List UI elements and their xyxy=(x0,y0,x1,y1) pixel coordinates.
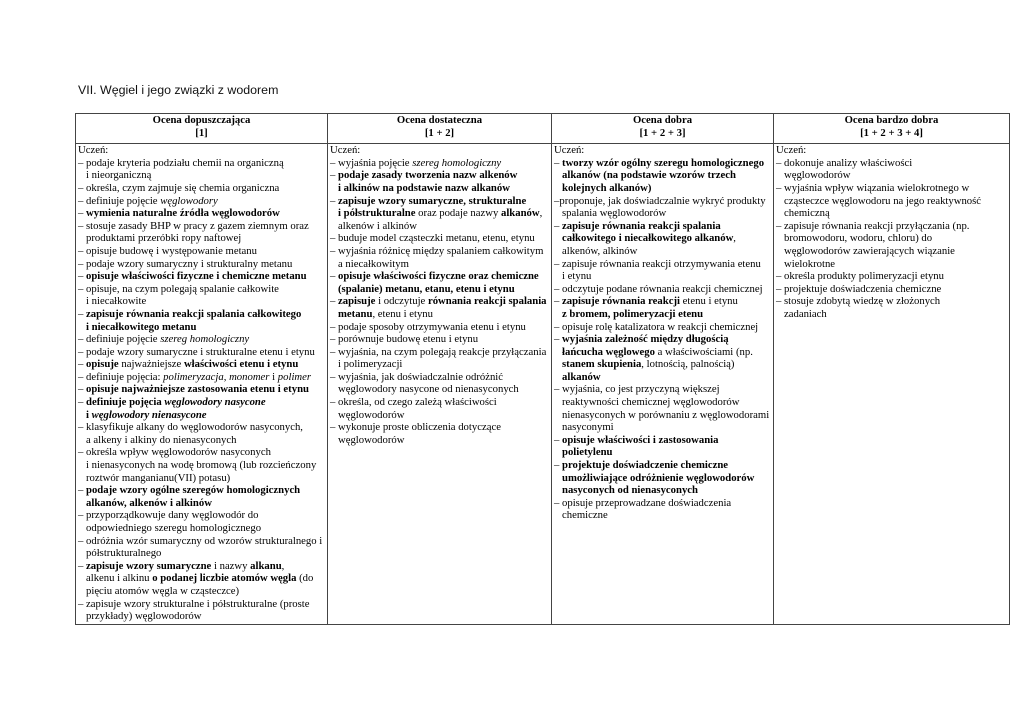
criteria-line xyxy=(554,484,771,497)
criteria-text: – podaje wzory sumaryczne i strukturalne etenu i etynu xyxy=(78,345,315,358)
criteria-line xyxy=(554,396,771,409)
criteria-text: węglowodorów xyxy=(338,408,405,421)
criteria-text: alkanów xyxy=(500,207,540,220)
criteria-text: monomer xyxy=(229,370,270,383)
criteria-text: oraz podaje nazwy xyxy=(415,207,501,220)
criteria-line xyxy=(554,182,771,195)
criteria-line xyxy=(554,459,771,472)
criteria-text: i odczytuje xyxy=(375,295,428,308)
grade-header xyxy=(552,114,774,144)
student-label: Uczeń: xyxy=(330,144,361,157)
student-label: Uczeń: xyxy=(776,144,807,157)
criteria-line xyxy=(554,446,771,459)
criteria-text: opisuje xyxy=(86,358,119,371)
criteria-line xyxy=(78,598,325,611)
criteria-text: podaje zasady tworzenia nazw alkenów xyxy=(338,169,518,182)
criteria-text: o podanej liczbie atomów węgla xyxy=(152,572,297,585)
criteria-line xyxy=(78,157,325,170)
criteria-line xyxy=(554,358,771,371)
criteria-line xyxy=(554,308,771,321)
criteria-text: i etynu xyxy=(562,270,592,283)
criteria-list xyxy=(78,157,325,623)
criteria-text: – buduje model cząsteczki metanu, etenu, etynu xyxy=(330,232,535,245)
criteria-text: – klasyfikuje alkany do węglowodorów nasyconych, xyxy=(78,421,303,434)
criteria-line xyxy=(776,245,1007,258)
criteria-line xyxy=(554,283,771,296)
criteria-cell xyxy=(552,144,774,625)
criteria-text: definiuje pojęcia xyxy=(86,396,165,409)
criteria-text: całkowitego i niecałkowitego alkanów xyxy=(562,232,734,245)
criteria-text: chemiczną xyxy=(784,207,830,220)
criteria-line xyxy=(330,157,549,170)
criteria-text: – xyxy=(78,383,87,396)
criteria-text: zapisuje xyxy=(338,295,376,308)
criteria-text: opisuje właściwości fizyczne oraz chemiczne xyxy=(338,270,539,283)
criteria-text: – definiuje pojęcie xyxy=(78,194,161,207)
criteria-text: polietylenu xyxy=(562,446,613,459)
criteria-text: z bromem, polimeryzacji etenu xyxy=(562,307,704,320)
criteria-line xyxy=(78,610,325,623)
criteria-line xyxy=(78,522,325,535)
criteria-cell xyxy=(76,144,328,625)
criteria-line xyxy=(554,333,771,346)
criteria-line xyxy=(776,207,1007,220)
criteria-text: wielokrotne xyxy=(784,257,836,270)
criteria-text: – określa, czym zajmuje się chemia organiczna xyxy=(78,181,280,194)
criteria-text: – opisuje przeprowadzane doświadczenia xyxy=(554,496,732,509)
criteria-text: zapisuje wzory sumaryczne xyxy=(86,559,212,572)
criteria-line xyxy=(78,446,325,459)
criteria-text: – xyxy=(554,433,563,446)
criteria-line xyxy=(554,295,771,308)
criteria-line xyxy=(78,585,325,598)
criteria-text: i niecałkowite xyxy=(86,295,147,308)
criteria-text: i xyxy=(269,370,278,383)
criteria-line xyxy=(330,434,549,447)
criteria-line xyxy=(554,157,771,170)
criteria-line xyxy=(776,308,1007,321)
criteria-line xyxy=(330,371,549,384)
criteria-line xyxy=(554,321,771,334)
criteria-line xyxy=(776,157,1007,170)
criteria-line xyxy=(78,472,325,485)
criteria-line xyxy=(554,472,771,485)
criteria-text: – xyxy=(78,207,87,220)
grade-header xyxy=(774,114,1010,144)
criteria-text: – xyxy=(78,559,87,572)
criteria-text: zapisuje równania reakcji spalania całkowitego xyxy=(86,307,302,320)
criteria-line xyxy=(330,333,549,346)
criteria-line xyxy=(78,497,325,510)
criteria-text: – odczytuje podane równania reakcji chemicznej xyxy=(554,282,763,295)
criteria-line xyxy=(330,283,549,296)
criteria-text: – xyxy=(78,358,87,371)
criteria-line xyxy=(78,283,325,296)
criteria-line xyxy=(78,232,325,245)
criteria-text: i półstrukturalne xyxy=(338,207,416,220)
criteria-text: i niecałkowitego metanu xyxy=(86,320,197,333)
criteria-text: – definiuje pojęcie xyxy=(78,333,161,346)
criteria-text: – xyxy=(78,307,87,320)
criteria-text: opisuje najważniejsze zastosowania etenu i etynu xyxy=(86,383,309,396)
criteria-text: najważniejsze xyxy=(118,358,184,371)
criteria-text: i xyxy=(86,408,92,421)
criteria-line xyxy=(554,258,771,271)
criteria-line xyxy=(78,358,325,371)
criteria-text: – wyjaśnia, co jest przyczyną większej xyxy=(554,383,720,396)
criteria-line xyxy=(78,321,325,334)
criteria-line xyxy=(330,232,549,245)
criteria-text: węglowodory nasycone od nienasyconych xyxy=(338,383,519,396)
criteria-text: węglowodory xyxy=(160,194,218,207)
criteria-text: wyjaśnia zależność między długością xyxy=(562,333,729,346)
criteria-line xyxy=(78,169,325,182)
criteria-text: – podaje sposoby otrzymywania etenu i etynu xyxy=(330,320,526,333)
grade-name: Ocena bardzo dobra xyxy=(844,114,939,126)
criteria-text: , xyxy=(223,370,230,383)
criteria-text: stanem skupienia xyxy=(562,358,642,371)
criteria-line xyxy=(78,333,325,346)
criteria-line xyxy=(330,409,549,422)
criteria-line xyxy=(330,270,549,283)
criteria-line xyxy=(554,169,771,182)
criteria-text: szereg homologiczny xyxy=(160,333,250,346)
criteria-text: nasyconymi xyxy=(562,421,614,434)
criteria-text: – określa, od czego zależą właściwości xyxy=(330,396,497,409)
criteria-line xyxy=(776,232,1007,245)
criteria-line xyxy=(78,295,325,308)
criteria-text: węglowodorów zawierających wiązanie xyxy=(784,244,955,257)
criteria-list xyxy=(776,157,1007,321)
criteria-text: a niecałkowitym xyxy=(338,257,409,270)
criteria-text: tworzy wzór ogólny szeregu homologicznego xyxy=(562,156,765,169)
criteria-line xyxy=(78,258,325,271)
criteria-line xyxy=(78,484,325,497)
criteria-text: opisuje właściwości i zastosowania xyxy=(562,433,719,446)
criteria-line xyxy=(78,421,325,434)
student-label: Uczeń: xyxy=(554,144,585,157)
criteria-text: zapisuje wzory sumaryczne, strukturalne xyxy=(338,194,527,207)
criteria-text: węglowodorów xyxy=(338,433,405,446)
criteria-line xyxy=(78,409,325,422)
criteria-line xyxy=(554,509,771,522)
criteria-line xyxy=(330,169,549,182)
criteria-text: , lotnością, palnością) xyxy=(641,358,735,371)
criteria-text: – zapisuje wzory strukturalne i półstrukturalne (proste xyxy=(78,597,310,610)
criteria-list xyxy=(330,157,549,447)
criteria-text: , xyxy=(539,207,543,220)
criteria-text: – projektuje doświadczenia chemiczne xyxy=(776,282,942,295)
criteria-text: zapisuje równania reakcji xyxy=(562,295,680,308)
criteria-text: umożliwiające odróżnienie węglowodorów xyxy=(562,471,755,484)
criteria-cell xyxy=(328,144,552,625)
criteria-text: – xyxy=(78,484,87,497)
criteria-text: – dokonuje analizy właściwości xyxy=(776,156,913,169)
criteria-text: i alkinów na podstawie nazw alkanów xyxy=(338,181,510,194)
criteria-text: właściwości etenu i etynu xyxy=(183,358,299,371)
criteria-text: węglowodory nasycone xyxy=(164,396,266,409)
criteria-line xyxy=(776,295,1007,308)
criteria-text: –proponuje, jak doświadczalnie wykryć produkty xyxy=(554,194,766,207)
page-title: VII. Węgiel i jego związki z wodorem xyxy=(78,83,279,97)
criteria-line xyxy=(78,383,325,396)
criteria-text: (spalanie) metanu, etanu, etenu i etynu xyxy=(338,282,515,295)
criteria-text: – definiuje pojęcia: xyxy=(78,370,164,383)
criteria-text: i nienasyconych na wodę bromową (lub rozcieńczony xyxy=(86,459,317,472)
criteria-line xyxy=(330,182,549,195)
criteria-text: wymienia naturalne źródła węglowodorów xyxy=(86,207,280,220)
criteria-line xyxy=(776,258,1007,271)
criteria-text: – xyxy=(78,270,87,283)
criteria-text: nienasyconych w porównaniu z węglowodorami xyxy=(562,408,770,421)
criteria-line xyxy=(78,270,325,283)
criteria-text: alkanów xyxy=(562,370,601,383)
criteria-list xyxy=(554,157,771,522)
criteria-line xyxy=(330,396,549,409)
grade-header xyxy=(76,114,328,144)
criteria-line xyxy=(78,434,325,447)
criteria-text: , xyxy=(733,232,736,245)
criteria-text: reaktywności chemicznej węglowodorów xyxy=(562,396,740,409)
criteria-text: – xyxy=(554,219,563,232)
criteria-line xyxy=(78,308,325,321)
criteria-text: – wykonuje proste obliczenia dotyczące xyxy=(330,421,501,434)
criteria-line xyxy=(78,195,325,208)
criteria-text: – xyxy=(554,333,563,346)
criteria-text: równania reakcji spalania xyxy=(427,295,547,308)
criteria-line xyxy=(330,295,549,308)
criteria-text: i polimeryzacji xyxy=(338,358,403,371)
criteria-text: alkanów (na podstawie wzorów trzech xyxy=(562,169,736,182)
criteria-line xyxy=(776,270,1007,283)
criteria-text: – podaje wzory sumaryczny i strukturalny metanu xyxy=(78,257,293,270)
criteria-text: alkanów, alkenów i alkinów xyxy=(86,496,212,509)
criteria-text: – xyxy=(330,270,339,283)
grade-name: Ocena dobra xyxy=(632,114,693,126)
criteria-line xyxy=(330,383,549,396)
criteria-text: a alkeny i alkiny do nienasyconych xyxy=(86,433,237,446)
criteria-line xyxy=(554,207,771,220)
criteria-line xyxy=(554,383,771,396)
criteria-line xyxy=(776,169,1007,182)
criteria-text: polimeryzacja xyxy=(163,370,224,383)
criteria-text: chemiczne xyxy=(562,509,608,522)
criteria-line xyxy=(78,182,325,195)
criteria-line xyxy=(776,283,1007,296)
criteria-text: – stosuje zdobytą wiedzę w złożonych xyxy=(776,295,941,308)
criteria-text: – porównuje budowę etenu i etynu xyxy=(330,333,479,346)
criteria-line xyxy=(330,308,549,321)
criteria-text: i nieorganiczną xyxy=(86,169,152,182)
criteria-text: łańcucha węglowego xyxy=(562,345,655,358)
criteria-text: (do xyxy=(296,572,314,585)
criteria-line xyxy=(78,535,325,548)
criteria-text: – opisuje rolę katalizatora w reakcji chemicznej xyxy=(554,320,759,333)
criteria-text: , xyxy=(281,559,285,572)
criteria-text: – xyxy=(554,156,563,169)
criteria-line xyxy=(554,371,771,384)
criteria-cell xyxy=(774,144,1010,625)
criteria-text: opisuje właściwości fizyczne i chemiczne metanu xyxy=(86,270,307,283)
criteria-text: – stosuje zasady BHP w pracy z gazem ziemnym oraz xyxy=(78,219,309,232)
criteria-line xyxy=(554,346,771,359)
criteria-text: – określa produkty polimeryzacji etynu xyxy=(776,270,944,283)
student-label: Uczeń: xyxy=(78,144,109,157)
criteria-line xyxy=(330,321,549,334)
criteria-text: – xyxy=(78,396,87,409)
criteria-text: węglowodory nienasycone xyxy=(91,408,207,421)
criteria-line xyxy=(554,195,771,208)
criteria-line xyxy=(554,497,771,510)
criteria-text: alkanu xyxy=(250,559,282,572)
criteria-text: – określa wpływ węglowodorów nasyconych xyxy=(78,446,271,459)
criteria-text: – xyxy=(554,295,563,308)
criteria-line xyxy=(330,421,549,434)
criteria-text: alkenów, alkinów xyxy=(562,244,638,257)
criteria-text: nasyconych od nienasyconych xyxy=(562,484,698,497)
criteria-text: półstrukturalnego xyxy=(86,547,162,560)
criteria-text: etenu i etynu xyxy=(679,295,738,308)
criteria-text: roztwór manganianu(VII) potasu) xyxy=(86,471,231,484)
criteria-text: produktami przeróbki ropy naftowej xyxy=(86,232,242,245)
criteria-text: odpowiedniego szeregu homologicznego xyxy=(86,522,262,534)
criteria-line xyxy=(78,245,325,258)
criteria-line xyxy=(776,195,1007,208)
criteria-line xyxy=(78,371,325,384)
criteria-line xyxy=(776,220,1007,233)
criteria-line xyxy=(78,547,325,560)
criteria-text: projektuje doświadczenie chemiczne xyxy=(562,459,729,472)
criteria-line xyxy=(330,207,549,220)
criteria-text: a właściwościami (np. xyxy=(654,345,753,358)
criteria-text: polimer xyxy=(277,370,312,383)
criteria-line xyxy=(554,270,771,283)
criteria-text: – wyjaśnia, jak doświadczalnie odróżnić xyxy=(330,370,504,383)
criteria-text: – zapisuje równania reakcji otrzymywania etenu xyxy=(554,257,761,270)
criteria-text: metanu xyxy=(338,307,373,320)
criteria-line xyxy=(78,572,325,585)
criteria-line xyxy=(554,220,771,233)
criteria-line xyxy=(554,409,771,422)
criteria-text: i nazwy xyxy=(211,559,251,572)
criteria-text: – xyxy=(554,459,563,472)
criteria-text: szereg homologiczny xyxy=(412,156,502,169)
criteria-text: zadaniach xyxy=(784,307,827,320)
criteria-line xyxy=(78,346,325,359)
criteria-text: – xyxy=(330,169,339,182)
criteria-text: – podaje kryteria podziału chemii na organiczną xyxy=(78,156,284,169)
grade-level: [1 + 2] xyxy=(424,126,455,139)
criteria-text: – wyjaśnia, na czym polegają reakcje przyłączania xyxy=(330,345,547,358)
criteria-text: cząsteczce węglowodoru na jego reaktywność xyxy=(784,194,982,207)
criteria-line xyxy=(78,207,325,220)
criteria-line xyxy=(330,245,549,258)
grade-level: [1 + 2 + 3 + 4] xyxy=(860,126,923,139)
criteria-text: – wyjaśnia pojęcie xyxy=(330,156,413,169)
criteria-text: pięciu atomów węgla w cząsteczce) xyxy=(86,584,240,597)
criteria-line xyxy=(330,358,549,371)
criteria-text: – opisuje budowę i występowanie metanu xyxy=(78,244,257,257)
criteria-line xyxy=(330,346,549,359)
grade-header xyxy=(328,114,552,144)
criteria-text: – wyjaśnia różnicę między spalaniem całkowitym xyxy=(330,244,544,257)
criteria-line xyxy=(78,459,325,472)
criteria-text: zapisuje równania reakcji spalania xyxy=(562,219,721,232)
criteria-text: alkenów i alkinów xyxy=(338,219,417,232)
criteria-text: – wyjaśnia wpływ wiązania wielokrotnego w xyxy=(776,181,970,194)
criteria-line xyxy=(554,232,771,245)
criteria-text: – opisuje, na czym polegają spalanie całkowite xyxy=(78,282,279,295)
criteria-line xyxy=(330,195,549,208)
criteria-line xyxy=(78,396,325,409)
criteria-row xyxy=(76,144,1010,625)
criteria-line xyxy=(776,182,1007,195)
criteria-line xyxy=(78,220,325,233)
criteria-line xyxy=(78,509,325,522)
criteria-text: – odróżnia wzór sumaryczny od wzorów strukturalnego i xyxy=(78,534,323,547)
criteria-text: spalania węglowodorów xyxy=(562,207,667,220)
grade-name: Ocena dostateczna xyxy=(396,114,483,126)
header-row xyxy=(76,114,1010,144)
criteria-line xyxy=(554,245,771,258)
criteria-line xyxy=(330,220,549,233)
criteria-text: – przyporządkowuje dany węglowodór do xyxy=(78,509,259,522)
grade-level: [1] xyxy=(195,126,208,139)
criteria-line xyxy=(554,434,771,447)
criteria-text: , etenu i etynu xyxy=(372,307,433,320)
criteria-line xyxy=(78,560,325,573)
criteria-text: bromowodoru, wodoru, chloru) do xyxy=(784,232,933,245)
criteria-text: – xyxy=(330,194,339,207)
grade-name: Ocena dopuszczająca xyxy=(152,114,251,126)
criteria-text: podaje wzory ogólne szeregów homologicznych xyxy=(86,484,301,497)
criteria-text: kolejnych alkanów) xyxy=(562,181,652,194)
criteria-text: alkenu i alkinu xyxy=(86,572,153,585)
criteria-text: węglowodorów xyxy=(784,169,851,182)
criteria-line xyxy=(554,421,771,434)
grade-level: [1 + 2 + 3] xyxy=(639,126,686,139)
criteria-text: – zapisuje równania reakcji przyłączania (np. xyxy=(776,219,970,232)
criteria-line xyxy=(330,258,549,271)
criteria-table xyxy=(75,113,1010,625)
criteria-text: – xyxy=(330,295,339,308)
criteria-text: przykłady) węglowodorów xyxy=(86,610,202,623)
